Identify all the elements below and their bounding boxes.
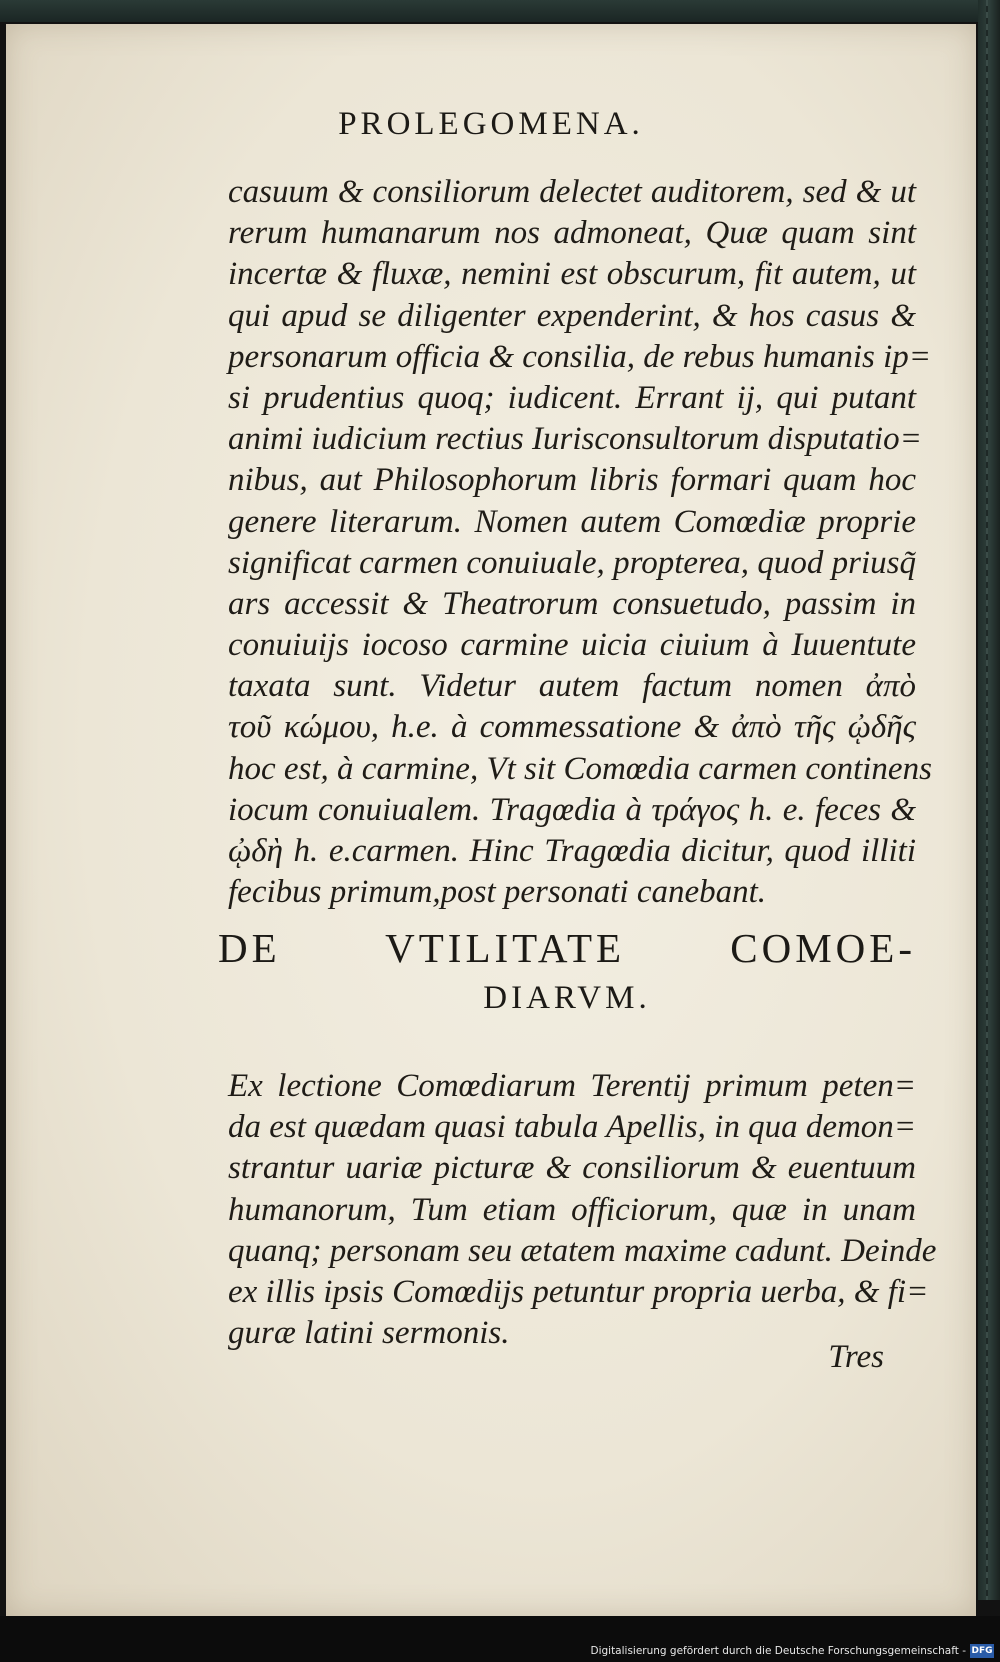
running-header: PROLEGOMENA. (338, 106, 644, 142)
text-line: genere literarum. Nomen autem Comœdiæ proprie (228, 503, 916, 540)
paragraph-prolegomena (228, 172, 932, 913)
book-cover-edge (978, 0, 1000, 1600)
section-heading-line-2: DIARVM. (483, 980, 651, 1016)
section-heading-line-1: DE VTILITATE COMOE- (218, 925, 916, 971)
text-line: hoc est, à carmine, Vt sit Comœdia carmen continens (228, 750, 932, 787)
text-line: ars accessit & Theatrorum consuetudo, passim in (228, 585, 916, 622)
text-line: guræ latini sermonis. (228, 1315, 510, 1352)
book-page (6, 24, 976, 1616)
text-line: iocum conuiualem. Tragœdia à τράγος h. e. feces & (228, 791, 916, 828)
text-line: da est quædam quasi tabula Apellis, in qua demon= (228, 1109, 917, 1146)
text-line: ex illis ipsis Comœdijs petuntur propria uerba, & fi= (228, 1273, 929, 1310)
text-line: personarum officia & consilia, de rebus humanis ip= (228, 338, 932, 375)
paragraph-utilitas (228, 1066, 937, 1354)
text-line: strantur uariæ picturæ & consiliorum & euentuum (228, 1150, 916, 1187)
text-line: animi iudicium rectius Iurisconsultorum disputatio= (228, 421, 922, 458)
text-line: τοῦ κώμου, h.e. à commessatione & ἀπὸ τῆς ᾠδῆς (228, 709, 916, 746)
text-line: conuiuijs iocoso carmine uicia ciuium à Iuuentute (228, 627, 916, 664)
text-line: incertæ & fluxæ, nemini est obscurum, fit autem, ut (228, 256, 916, 293)
text-line: humanorum, Tum etiam officiorum, quæ in unam (228, 1191, 916, 1228)
text-line: ᾠδὴ h. e.carmen. Hinc Tragœdia dicitur, quod illiti (228, 833, 916, 869)
book-cover-top (0, 0, 1000, 22)
catchword: Tres (828, 1339, 884, 1375)
text-line: taxata sunt. Videtur autem factum nomen ἀπὸ (228, 668, 916, 705)
text-line: qui apud se diligenter expenderint, & hos casus & (228, 297, 916, 334)
text-line: fecibus primum,post personati canebant. (228, 874, 767, 911)
section-heading (218, 924, 916, 1017)
text-line: Ex lectione Comœdiarum Terentij primum peten= (228, 1068, 916, 1104)
text-line: nibus, aut Philosophorum libris formari quam hoc (228, 462, 916, 499)
funding-note[interactable]: Digitalisierung gefördert durch die Deutsche Forschungsgemeinschaft - (590, 1645, 966, 1657)
text-line: rerum humanarum nos admoneat, Quæ quam sint (228, 215, 916, 252)
text-line: significat carmen conuiuale, propterea, quod priusq̃ (228, 544, 916, 581)
footer-bar (0, 1616, 1000, 1662)
text-line: quanq; personam seu ætatem maxime cadunt. Deinde (228, 1232, 937, 1269)
text-line: casuum & consiliorum delectet auditorem, sed & ut (228, 174, 916, 210)
dfg-logo-icon[interactable]: DFG (971, 1646, 993, 1656)
text-line: si prudentius quoq; iudicent. Errant ij, qui putant (228, 379, 916, 416)
